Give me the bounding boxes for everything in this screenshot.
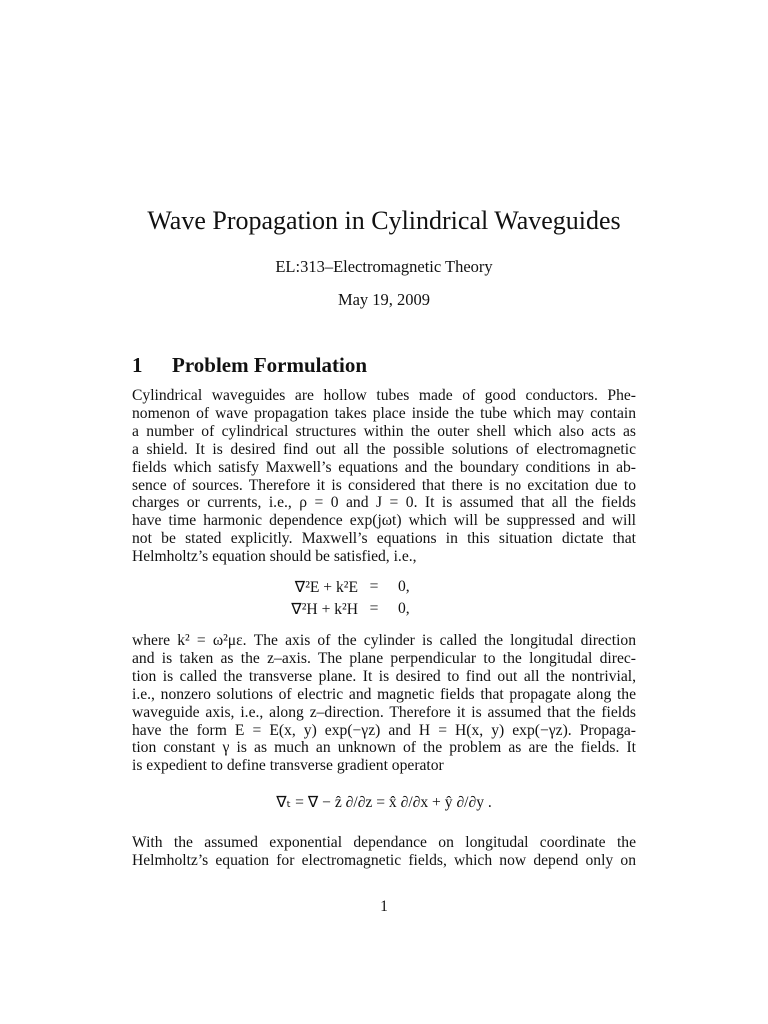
section-number: 1 [132,353,143,377]
text-line: tion constant γ is as much an unknown of the problem as are the fields. It [132,739,636,757]
equation-lhs: ∇²E + k²E [294,579,358,596]
text-line: where k² = ω²με. The axis of the cylinder is called the longitudal direction [132,632,636,649]
paragraph-3 [132,834,636,870]
text-line: i.e., nonzero solutions of electric and magnetic fields that propagate along the [132,685,636,703]
transverse-gradient-equation: ∇ₜ = ∇ − ẑ ∂/∂z = x̂ ∂/∂x + ŷ ∂/∂y . [276,794,492,811]
text-line: not be stated explicitly. Maxwell’s equations in this situation dictate that [132,530,636,548]
equation-relation: = [369,600,379,617]
text-line: a shield. It is desired find out all the possible solutions of electromagnetic [132,440,636,458]
paper-title: Wave Propagation in Cylindrical Waveguides [147,206,621,235]
equation-row [0,600,768,622]
text-line: nomenon of wave propagation takes place inside the tube which may contain [132,404,636,422]
helmholtz-equations [0,578,768,622]
paragraph-2 [132,632,636,775]
text-line: is expedient to define transverse gradient operator [132,757,444,775]
section-title: Problem Formulation [172,353,368,377]
paragraph-1 [132,387,636,566]
equation-rhs: 0, [398,578,410,595]
paper-subtitle: EL:313–Electromagnetic Theory [275,257,493,276]
page-number: 1 [380,898,388,915]
text-line: sence of sources. Therefore it is considered that there is no excitation due to [132,476,636,494]
section-heading [132,351,367,379]
equation-lhs: ∇²H + k²H [291,601,358,618]
text-line: and is taken as the z–axis. The plane perpendicular to the longitudal direc- [132,649,636,667]
text-line: fields which satisfy Maxwell’s equations and the boundary conditions in ab- [132,458,636,476]
text-line: waveguide axis, i.e., along z–direction. Therefore it is assumed that the fields [132,703,636,721]
equation-relation: = [369,578,379,595]
text-line: have time harmonic dependence exp(jωt) which will be suppressed and will [132,512,636,530]
text-line: Helmholtz’s equation for electromagnetic fields, which now depend only on [132,851,636,869]
equation-row [0,578,768,600]
paper-date: May 19, 2009 [337,290,431,309]
text-line: charges or currents, i.e., ρ = 0 and J = 0. It is assumed that all the fields [132,494,636,512]
text-line: Helmholtz’s equation should be satisfied, i.e., [132,548,417,566]
text-line: With the assumed exponential dependance on longitudal coordinate the [132,834,636,851]
equation-rhs: 0, [398,600,410,617]
text-line: Cylindrical waveguides are hollow tubes made of good conductors. Phe- [132,387,636,404]
text-line: tion is called the transverse plane. It is desired to find out all the nontrivial, [132,667,636,685]
text-line: have the form E = E(x, y) exp(−γz) and H = H(x, y) exp(−γz). Propaga- [132,721,636,739]
text-line: a number of cylindrical structures within the outer shell which also acts as [132,422,636,440]
